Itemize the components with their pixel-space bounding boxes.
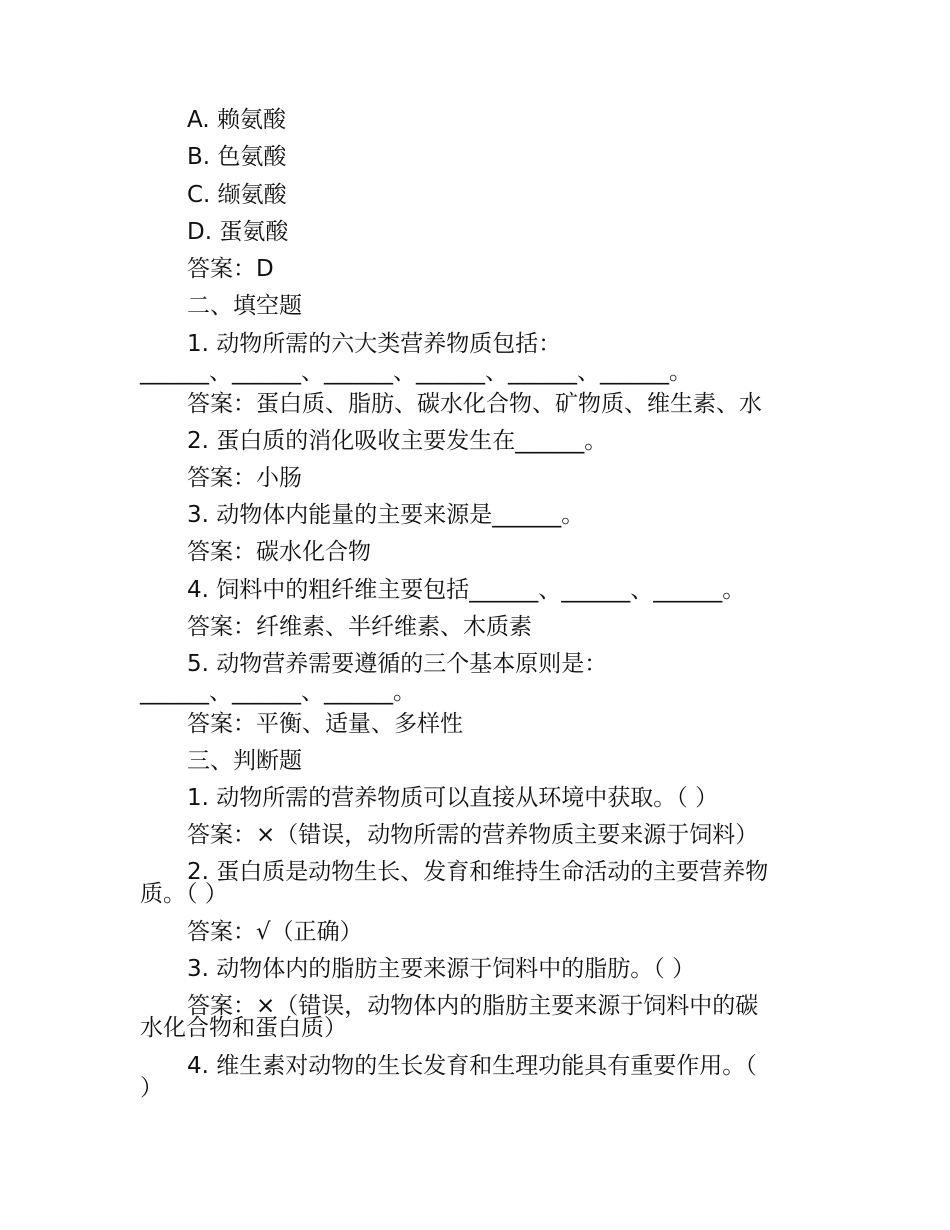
question-line: 3. 动物体内能量的主要来源是______。 <box>187 502 585 528</box>
answer-line: 答案：×（错误，动物所需的营养物质主要来源于饲料） <box>187 822 759 848</box>
answer-line: 答案：√（正确） <box>187 919 363 945</box>
blanks-line: ______、______、______。 <box>140 679 416 705</box>
option-b: B. 色氨酸 <box>187 144 287 170</box>
answer-line: 答案：碳水化合物 <box>187 539 371 565</box>
question-line-continued: ） <box>140 1075 163 1101</box>
answer-line: 答案：蛋白质、脂肪、碳水化合物、矿物质、维生素、水 <box>187 391 762 417</box>
answer-line: 答案：纤维素、半纤维素、木质素 <box>187 614 532 640</box>
question-line: 4. 饲料中的粗纤维主要包括______、______、______。 <box>187 577 746 603</box>
answer-line: 答案：平衡、适量、多样性 <box>187 711 463 737</box>
answer-line: 答案：D <box>187 256 274 282</box>
question-line: 1. 动物所需的六大类营养物质包括： <box>187 331 562 357</box>
option-d: D. 蛋氨酸 <box>187 219 289 245</box>
question-line: 2. 蛋白质的消化吸收主要发生在______。 <box>187 428 608 454</box>
question-line-continued: 质。（ ） <box>140 881 228 907</box>
section-heading-fill-in: 二、填空题 <box>187 293 302 319</box>
question-line: 1. 动物所需的营养物质可以直接从环境中获取。（ ） <box>187 785 719 811</box>
blanks-line: ______、______、______、______、______、______。 <box>140 359 692 385</box>
option-c: C. 缬氨酸 <box>187 182 287 208</box>
answer-line-continued: 水化合物和蛋白质） <box>140 1015 347 1041</box>
question-line: 5. 动物营养需要遵循的三个基本原则是： <box>187 651 608 677</box>
question-line: 4. 维生素对动物的生长发育和生理功能具有重要作用。（ <box>187 1053 757 1079</box>
question-line: 3. 动物体内的脂肪主要来源于饲料中的脂肪。（ ） <box>187 956 696 982</box>
answer-line: 答案：小肠 <box>187 465 302 491</box>
section-heading-true-false: 三、判断题 <box>187 748 302 774</box>
option-a: A. 赖氨酸 <box>187 107 286 133</box>
question-line: 2. 蛋白质是动物生长、发育和维持生命活动的主要营养物 <box>187 859 769 885</box>
answer-line: 答案：×（错误，动物体内的脂肪主要来源于饲料中的碳 <box>187 993 759 1019</box>
